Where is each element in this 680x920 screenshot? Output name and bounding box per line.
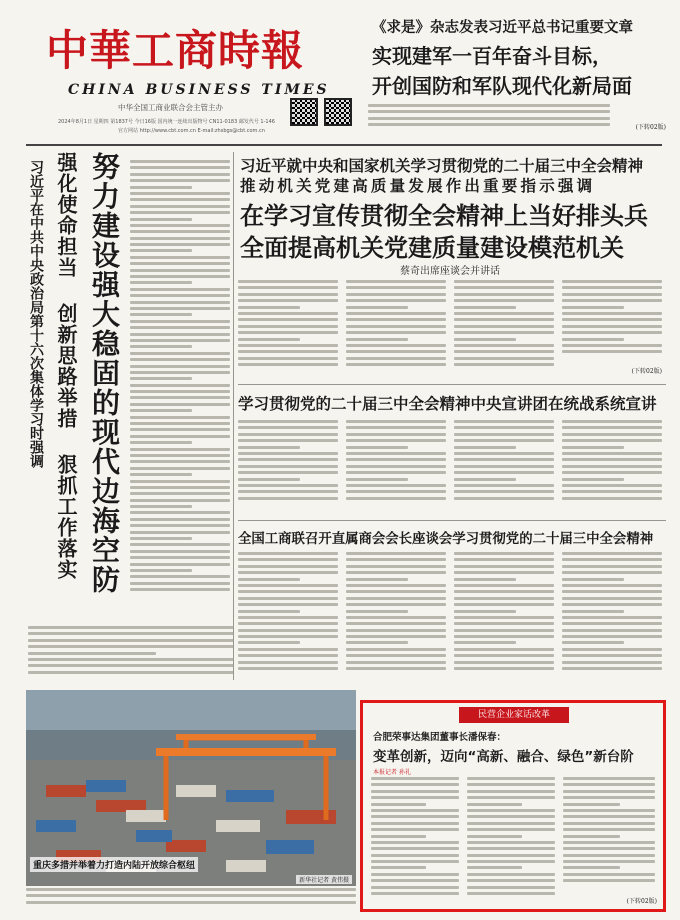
left-story-title-1[interactable]: 努力建设强大稳固的现代边海空防: [88, 152, 121, 595]
center-story[interactable]: [238, 152, 666, 382]
top-story-lead: 《求是》杂志发表习近平总书记重要文章: [372, 20, 633, 36]
feature-lead: 合肥荣事达集团董事长潘保春：: [373, 732, 507, 743]
news-photo[interactable]: [26, 690, 356, 886]
feature-banner-label: 民营企业家话改革: [477, 710, 550, 720]
feature-banner: [459, 707, 569, 723]
center-story-title-2: 全面提高机关党建质量建设模范机关: [240, 234, 624, 262]
left-body-text: [130, 160, 230, 620]
photo-credit: 新华社记者 黄伟摄: [296, 875, 352, 884]
center-story-byline: 蔡奇出席座谈会并讲话: [400, 266, 500, 277]
center-story-lead-2: 推动机关党建高质量发展作出重要指示强调: [240, 177, 596, 195]
masthead-title: 中華工商時報: [46, 26, 305, 75]
top-story-title-line2: 开创国防和军队现代化新局面: [372, 74, 632, 98]
top-story[interactable]: [364, 12, 670, 140]
masthead-sponsor: 中华全国工商业联合会主管主办: [118, 103, 223, 112]
column-divider: [233, 152, 234, 680]
photo-caption: 重庆多措并举着力打造内陆开放综合枢纽: [30, 857, 198, 872]
masthead-title-en: CHINA BUSINESS TIMES: [68, 82, 330, 98]
left-story-lead: 习近平在中共中央政治局第十六次集体学习时强调: [28, 160, 44, 468]
section-divider: [238, 520, 666, 521]
center-story-lead-1: 习近平就中央和国家机关学习贯彻党的二十届三中全会精神: [240, 157, 644, 175]
qr-code-icon: [324, 98, 352, 126]
feature-byline: 本报记者 孙礼: [373, 769, 411, 776]
masthead-meta: 2024年8月1日 星期四 第1837号 今日16版 国内统一连续出版物号 CN11-0183 邮发代号 1-146: [58, 119, 275, 125]
masthead-divider: [26, 144, 662, 146]
continued-label: (下转02版): [626, 898, 657, 905]
feature-title: 变革创新，迈向“高新、融合、绿色”新台阶: [373, 749, 634, 765]
feature-box[interactable]: [360, 700, 666, 912]
story-two-title: 学习贯彻党的二十届三中全会精神中央宣讲团在统战系统宣讲: [238, 395, 657, 413]
continued-label: (下转02版): [631, 368, 662, 375]
qr-code-icon: [290, 98, 318, 126]
masthead: [0, 0, 680, 150]
left-bottom-text: [28, 626, 234, 682]
top-story-title-line1: 实现建军一百年奋斗目标，: [372, 44, 612, 68]
story-three-title: 全国工商联召开直属商会会长座谈会学习贯彻党的二十届三中全会精神: [238, 532, 654, 547]
masthead-web: 官方网站 http://www.cbt.com.cn E-mail:zhsbgs@cbt.com.cn: [118, 128, 265, 134]
continued-label: (下转02版): [635, 124, 666, 131]
photo-caption-text: [26, 888, 356, 910]
section-divider: [238, 384, 666, 385]
center-story-title-1: 在学习宣传贯彻全会精神上当好排头兵: [240, 202, 648, 230]
story-three[interactable]: [238, 524, 666, 690]
left-story-title-2[interactable]: 强化使命担当 创新思路举措 狠抓工作落实: [54, 152, 78, 580]
story-two[interactable]: [238, 390, 666, 518]
